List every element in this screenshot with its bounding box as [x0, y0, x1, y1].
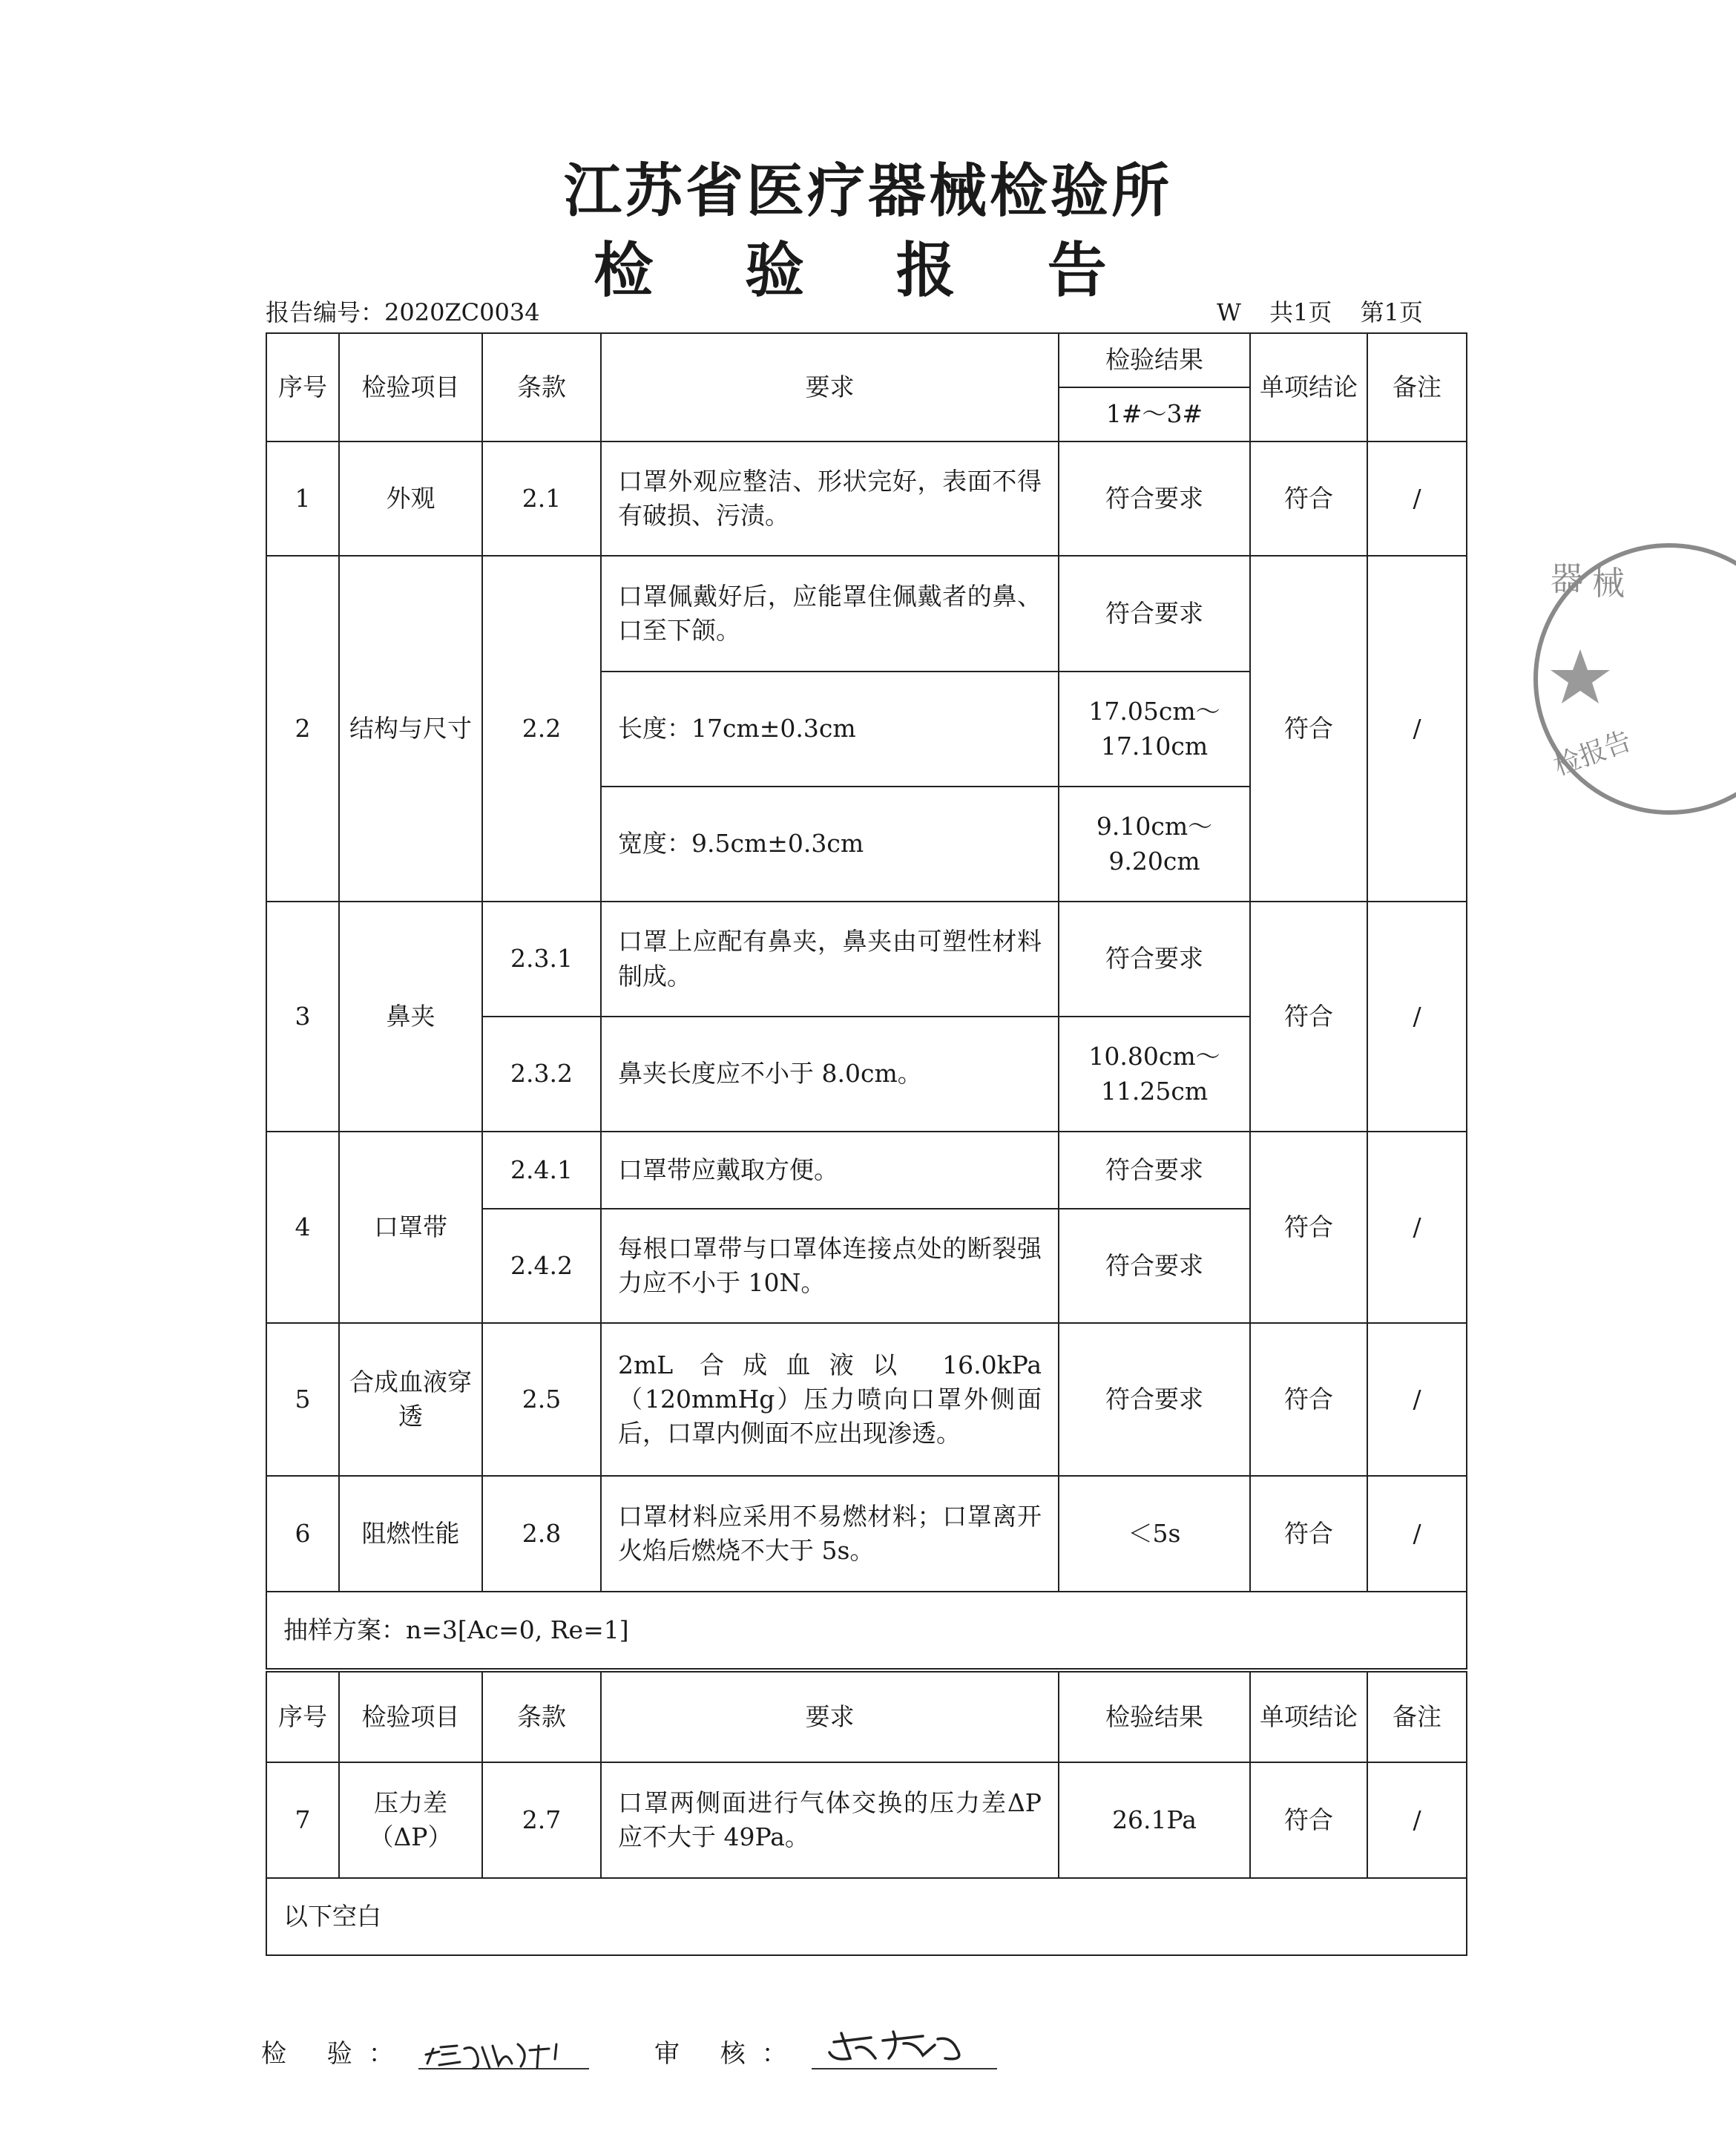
cell-requirement: 口罩外观应整洁、形状完好，表面不得有破损、污渍。: [601, 441, 1059, 556]
blank-note: 以下空白: [266, 1878, 1467, 1955]
cell-seq: 2: [266, 556, 339, 902]
cell-requirement: 口罩材料应采用不易燃材料；口罩离开火焰后燃烧不大于 5s。: [601, 1476, 1059, 1592]
table-row: [266, 556, 1467, 672]
page-number: 第1页: [1360, 298, 1423, 326]
reviewer-label: 审 核：: [654, 2039, 803, 2069]
cell-seq: 1: [266, 441, 339, 556]
cell-requirement: 2mL 合成血液以 16.0kPa（120mmHg）压力喷向口罩外侧面后，口罩内侧面不应出现渗透。: [601, 1323, 1059, 1476]
cell-clause: 2.3.1: [482, 902, 601, 1017]
inspector-signature: [418, 2038, 589, 2069]
org-title: 江苏省医疗器械检验所: [563, 158, 1172, 225]
cell-remark: /: [1367, 556, 1467, 902]
cell-item: 口罩带: [339, 1132, 482, 1323]
inspector-signature-graphic: [418, 2038, 589, 2071]
cell-clause: 2.2: [482, 556, 601, 902]
cell-result: 符合要求: [1059, 1132, 1250, 1209]
svg-text:器: 器: [1551, 560, 1583, 598]
table-row: [266, 1132, 1467, 1209]
inspector-label: 检 验：: [261, 2039, 410, 2069]
reviewer-row: [654, 2033, 997, 2069]
cell-result: 符合要求: [1059, 1209, 1250, 1323]
inspector-row: [261, 2033, 589, 2069]
report-title: 检 验 报 告: [594, 236, 1142, 305]
cell-result: 符合要求: [1059, 902, 1250, 1017]
inspection-table-2: [266, 1671, 1467, 1956]
header-result: 检验结果: [1059, 333, 1250, 387]
reviewer-signature: [812, 2038, 997, 2069]
cell-requirement: 口罩带应戴取方便。: [601, 1132, 1059, 1209]
cell-conclusion: 符合: [1250, 1762, 1367, 1878]
page-info: [1217, 294, 1444, 328]
cell-seq: 4: [266, 1132, 339, 1323]
cell-requirement: 宽度：9.5cm±0.3cm: [601, 787, 1059, 902]
total-pages: 共1页: [1269, 298, 1332, 326]
cell-item: 结构与尺寸: [339, 556, 482, 902]
cell-result: 10.80cm～11.25cm: [1059, 1017, 1250, 1132]
cell-requirement: 长度：17cm±0.3cm: [601, 672, 1059, 787]
header-requirement: 要求: [601, 1672, 1059, 1762]
cell-seq: 7: [266, 1762, 339, 1878]
cell-result: 符合要求: [1059, 556, 1250, 672]
cell-remark: /: [1367, 1762, 1467, 1878]
header-requirement: 要求: [601, 333, 1059, 441]
svg-text:检报告: 检报告: [1550, 725, 1636, 782]
cell-result: ＜5s: [1059, 1476, 1250, 1592]
cell-requirement: 鼻夹长度应不小于 8.0cm。: [601, 1017, 1059, 1132]
cell-conclusion: 符合: [1250, 1323, 1367, 1476]
cell-result: 符合要求: [1059, 1323, 1250, 1476]
cell-clause: 2.4.1: [482, 1132, 601, 1209]
cell-clause: 2.1: [482, 441, 601, 556]
cell-clause: 2.4.2: [482, 1209, 601, 1323]
cell-item: 合成血液穿透: [339, 1323, 482, 1476]
cell-clause: 2.3.2: [482, 1017, 601, 1132]
w-mark: W: [1217, 298, 1241, 326]
cell-remark: /: [1367, 1476, 1467, 1592]
report-number: 报告编号：2020ZC0034: [266, 298, 540, 326]
header-remark: 备注: [1367, 333, 1467, 441]
cell-requirement: 每根口罩带与口罩体连接点处的断裂强力应不小于 10N。: [601, 1209, 1059, 1323]
cell-conclusion: 符合: [1250, 1132, 1367, 1323]
table-row: [266, 441, 1467, 556]
header-conclusion: 单项结论: [1250, 333, 1367, 441]
header-result-samples: 1#～3#: [1059, 387, 1250, 441]
cell-item: 外观: [339, 441, 482, 556]
inspection-table: [266, 332, 1467, 1670]
cell-result: 符合要求: [1059, 441, 1250, 556]
cell-item: 鼻夹: [339, 902, 482, 1132]
cell-conclusion: 符合: [1250, 556, 1367, 902]
cell-remark: /: [1367, 1132, 1467, 1323]
header-item: 检验项目: [339, 333, 482, 441]
cell-remark: /: [1367, 1323, 1467, 1476]
table-row: [266, 1323, 1467, 1476]
header-conclusion: 单项结论: [1250, 1672, 1367, 1762]
header-seq: 序号: [266, 1672, 339, 1762]
cell-clause: 2.8: [482, 1476, 601, 1592]
cell-conclusion: 符合: [1250, 441, 1367, 556]
official-seal: [1528, 531, 1636, 827]
cell-remark: /: [1367, 902, 1467, 1132]
cell-item: 压力差（ΔP）: [339, 1762, 482, 1878]
sampling-plan: 抽样方案：n=3[Ac=0, Re=1]: [266, 1592, 1467, 1669]
header-seq: 序号: [266, 333, 339, 441]
cell-seq: 3: [266, 902, 339, 1132]
header-item: 检验项目: [339, 1672, 482, 1762]
cell-conclusion: 符合: [1250, 902, 1367, 1132]
cell-seq: 6: [266, 1476, 339, 1592]
header-result: 检验结果: [1059, 1672, 1250, 1762]
cell-remark: /: [1367, 441, 1467, 556]
reviewer-signature-graphic: [812, 2029, 997, 2061]
cell-item: 阻燃性能: [339, 1476, 482, 1592]
header-remark: 备注: [1367, 1672, 1467, 1762]
cell-result: 17.05cm～17.10cm: [1059, 672, 1250, 787]
cell-result: 26.1Pa: [1059, 1762, 1250, 1878]
cell-clause: 2.5: [482, 1323, 601, 1476]
header-clause: 条款: [482, 1672, 601, 1762]
header-clause: 条款: [482, 333, 601, 441]
table-row: [266, 902, 1467, 1017]
table-row: [266, 1476, 1467, 1592]
cell-result: 9.10cm～9.20cm: [1059, 787, 1250, 902]
cell-requirement: 口罩上应配有鼻夹，鼻夹由可塑性材料制成。: [601, 902, 1059, 1017]
svg-text:械: 械: [1592, 565, 1625, 603]
cell-seq: 5: [266, 1323, 339, 1476]
seal-graphic: [1528, 531, 1636, 827]
cell-clause: 2.7: [482, 1762, 601, 1878]
table-row: [266, 1762, 1467, 1878]
cell-requirement: 口罩佩戴好后，应能罩住佩戴者的鼻、口至下颌。: [601, 556, 1059, 672]
cell-requirement: 口罩两侧面进行气体交换的压力差ΔP 应不大于 49Pa。: [601, 1762, 1059, 1878]
cell-conclusion: 符合: [1250, 1476, 1367, 1592]
